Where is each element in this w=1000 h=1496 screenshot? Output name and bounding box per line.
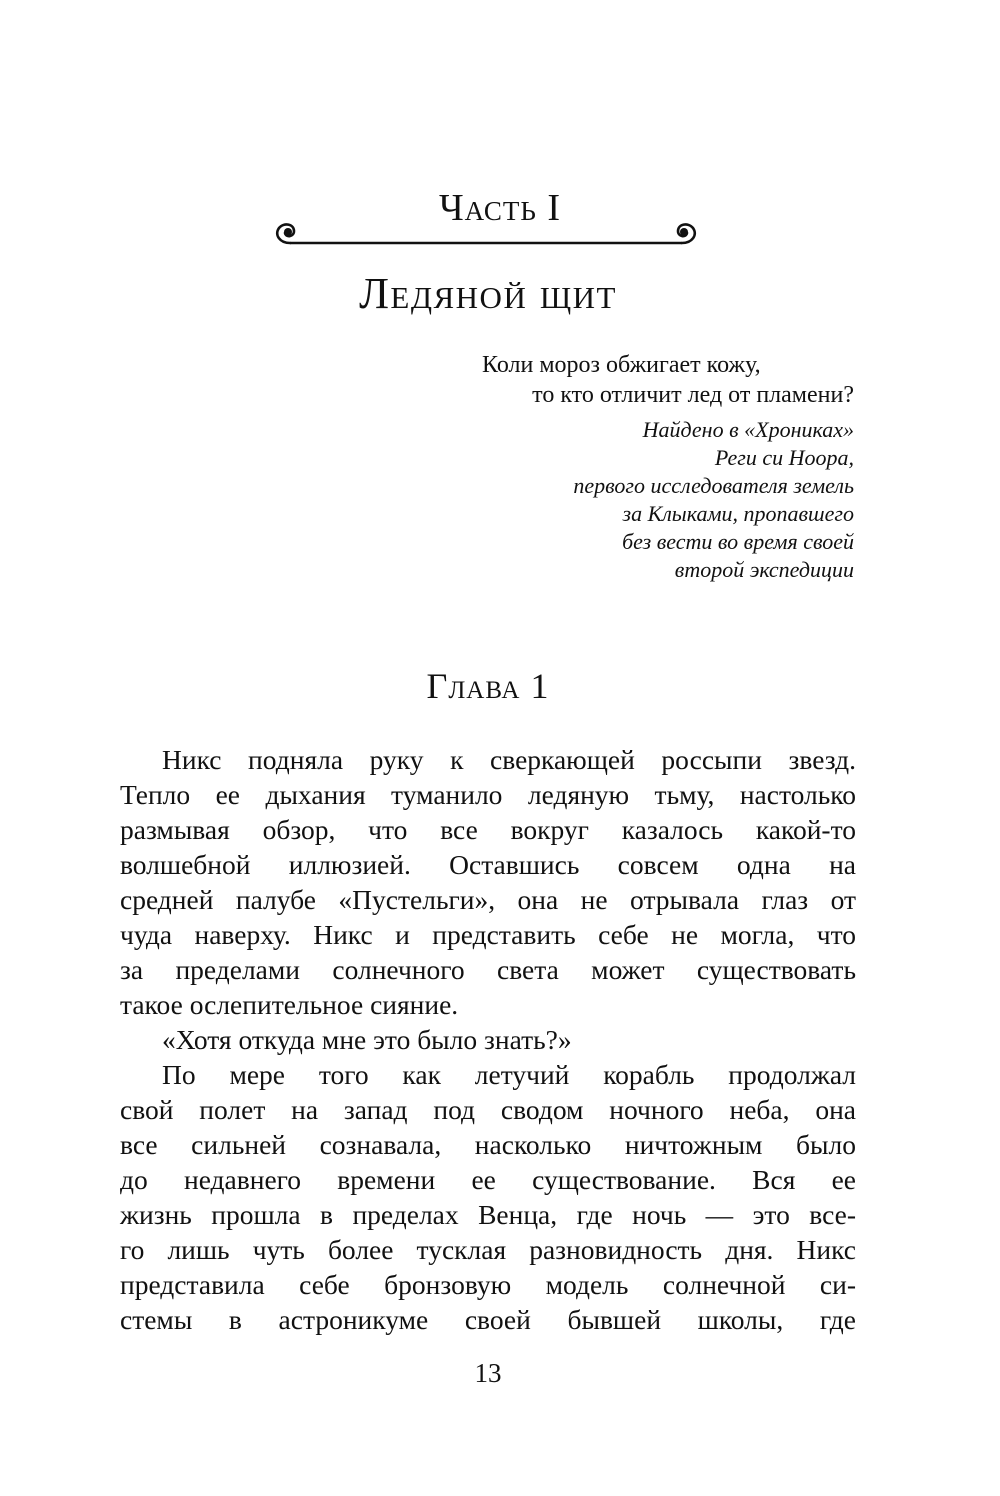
epigraph-attribution — [440, 416, 854, 584]
text-line: свой полет на запад под сводом ночного неба, она — [120, 1094, 856, 1125]
page-number: 13 — [474, 1358, 502, 1388]
text-line: По мере того как летучий корабль продолжал — [162, 1059, 856, 1090]
text-line: «Хотя откуда мне это было знать?» — [162, 1024, 572, 1055]
attribution-line: Найдено в «Хрониках» — [642, 417, 854, 442]
part-name: Ледяной щит — [359, 269, 617, 318]
text-line: чуда наверху. Никс и представить себе не могла, что — [120, 919, 856, 950]
attribution-line: без вести во время своей — [622, 529, 854, 554]
attribution-line: за Клыками, пропавшего — [622, 501, 854, 526]
ornament-divider — [268, 210, 704, 250]
epigraph — [440, 350, 854, 584]
text-line: стемы в астроникуме своей бывшей школы, где — [120, 1304, 856, 1335]
text-line: представила себе бронзовую модель солнечной си- — [120, 1269, 856, 1300]
text-line: за пределами солнечного света может существовать — [120, 954, 856, 985]
epigraph-line: Коли мороз обжигает кожу, — [482, 352, 761, 378]
text-line: такое ослепительное сияние. — [120, 989, 459, 1020]
chapter-title: Глава 1 — [426, 666, 550, 706]
epigraph-line: то кто отличит лед от пламени? — [532, 382, 854, 408]
text-line: средней палубе «Пустельги», она не отрывала глаз от — [120, 884, 856, 915]
attribution-line: Реги си Ноора, — [714, 445, 854, 470]
text-line: го лишь чуть более тусклая разновидность дня. Никс — [120, 1234, 856, 1265]
text-line: Никс подняла руку к сверкающей россыпи звезд. — [162, 744, 856, 775]
part-title: Часть I — [438, 187, 561, 229]
text-line: все сильней сознавала, насколько ничтожным было — [120, 1129, 856, 1160]
text-line: волшебной иллюзией. Оставшись совсем одна на — [120, 849, 856, 880]
text-line: до недавнего времени ее существование. Вся ее — [120, 1164, 856, 1195]
text-line: Тепло ее дыхания туманило ледяную тьму, настолько — [120, 779, 856, 810]
text-line: жизнь прошла в пределах Венца, где ночь — это все- — [120, 1199, 856, 1230]
attribution-line: второй экспедиции — [674, 557, 854, 582]
text-line: размывая обзор, что все вокруг казалось какой-то — [120, 814, 856, 845]
body-text — [120, 742, 856, 1337]
attribution-line: первого исследователя земель — [573, 473, 854, 498]
